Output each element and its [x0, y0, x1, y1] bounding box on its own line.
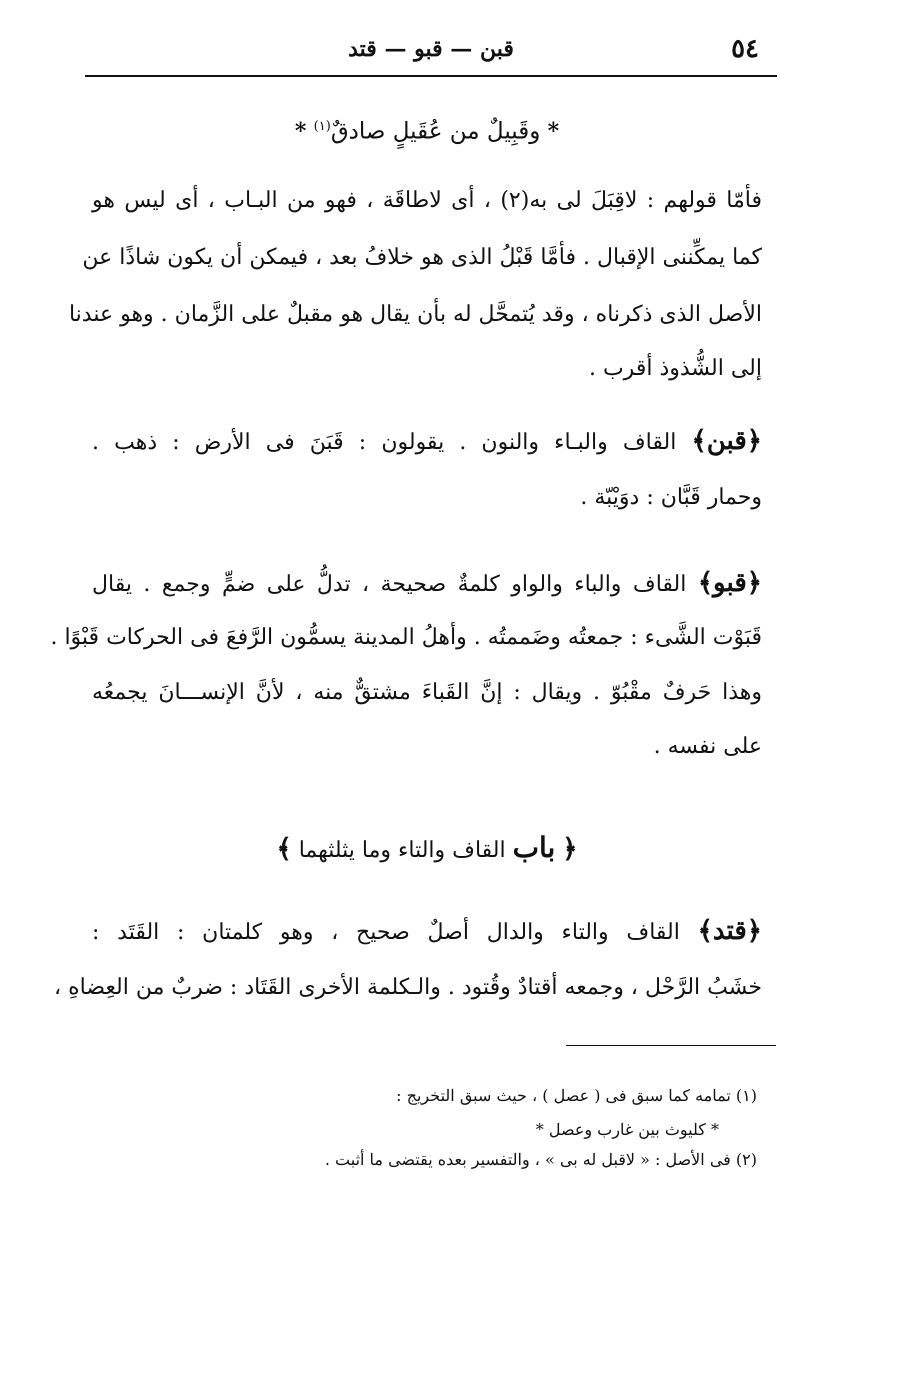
entry-qtd-line1: [92, 918, 762, 944]
verse-line: [92, 120, 762, 144]
entry-qbn-line1: [92, 428, 762, 454]
paragraph1-line: الأصل الذى ذكرناه ، وقد يُتمحَّل له بأن يقال هو مقبلٌ على الزَّمان . وهو عندنا: [68, 302, 762, 327]
entry-qbn-definition: القاف والبـاء والنون . يقولون : قَبَنَ فى الأرض : ذهب .: [92, 430, 677, 455]
chapter-bracket-close: ﴾: [276, 834, 292, 864]
entry-headword-qbn: قبن: [706, 426, 747, 456]
header-rule: [85, 75, 777, 77]
entry-qtd-definition: القاف والتاء والدال أصلٌ صحيح ، وهو كلمتان : القَتَد :: [92, 920, 680, 945]
entry-bracket-open: ﴿: [746, 568, 762, 598]
footnote-2: (٢) فى الأصل : « لاقبل له بى » ، والتفسير بعده يقتضى ما أثبت .: [324, 1150, 757, 1169]
footnote-1-verse: * كليوث بين غارب وعصل *: [535, 1120, 719, 1139]
paragraph1-line: فأمّا قولهم : لاقِبَلَ لى به(٢) ، أى لاطاقَة ، فهو من البـاب ، أى ليس هو: [92, 188, 762, 213]
footnote-rule: [566, 1045, 776, 1046]
entry-bracket-open: ﴿: [746, 916, 763, 946]
verse-star-open: *: [547, 118, 560, 145]
entry-qbw-line1: [92, 570, 762, 596]
entry-qbw-definition: القاف والباء والواو كلمةٌ صحيحة ، تدلُّ على ضمٍّ وجمع . يقال: [92, 572, 687, 597]
chapter-title: القاف والتاء وما يثلثهما: [298, 838, 506, 863]
page-header: [85, 30, 777, 74]
entry-bracket-close: ﴾: [697, 568, 714, 598]
paragraph1-line: كما يمكِّننى الإقبال . فأمَّا قَبْلُ الذى هو خلافُ بعد ، فيمكن أن يكون شاذًا عن: [82, 245, 762, 270]
chapter-bracket-open: ﴿: [562, 834, 578, 864]
verse-star-close: *: [294, 118, 307, 145]
entry-bracket-close: ﴾: [691, 426, 707, 456]
entry-qbw-line3: وهذا حَرفٌ مقْبُوّ . ويقال : إنَّ القَباءَ مشتقٌّ منه ، لأنَّ الإنســـانَ يجمعُه: [92, 680, 762, 705]
chapter-word: باب: [512, 831, 556, 864]
paragraph1-line: إلى الشُّذوذ أقرب .: [588, 356, 762, 381]
page-number: ٥٤: [731, 34, 759, 64]
entry-qbn-line2: وحمار قَبَّان : دوَيْبّة .: [580, 485, 762, 510]
entry-qbw-line4: على نفسه .: [653, 734, 762, 759]
entry-headword-qtd: قتد: [712, 916, 747, 946]
entry-qtd-line2: خشَبُ الرَّحْل ، وجمعه أقتادٌ وقُتود . والـكلمة الأخرى القَتَاد : ضربٌ من العِضاهِ ،: [54, 975, 762, 1000]
entry-headword-qbw: قبو: [713, 568, 747, 598]
running-head: قبن — قبو — قتد: [348, 36, 514, 62]
verse-text: وقَبِيلٌ من عُقَيلٍ صادقٌ: [330, 118, 541, 145]
entry-bracket-close: ﴾: [697, 916, 713, 946]
footnote-1: (١) تمامه كما سبق فى ( عصل ) ، حيث سبق التخريج :: [396, 1086, 757, 1105]
entry-qbw-line2: قَبَوْت الشَّىء : جمعتُه وضَممتُه . وأهلُ المدينة يسمُّون الرَّفعَ فى الحركات قَبْوًا .: [50, 625, 762, 650]
footnote-ref-1: (١): [313, 119, 331, 134]
chapter-heading: [92, 831, 762, 864]
entry-bracket-open: ﴿: [746, 426, 763, 456]
